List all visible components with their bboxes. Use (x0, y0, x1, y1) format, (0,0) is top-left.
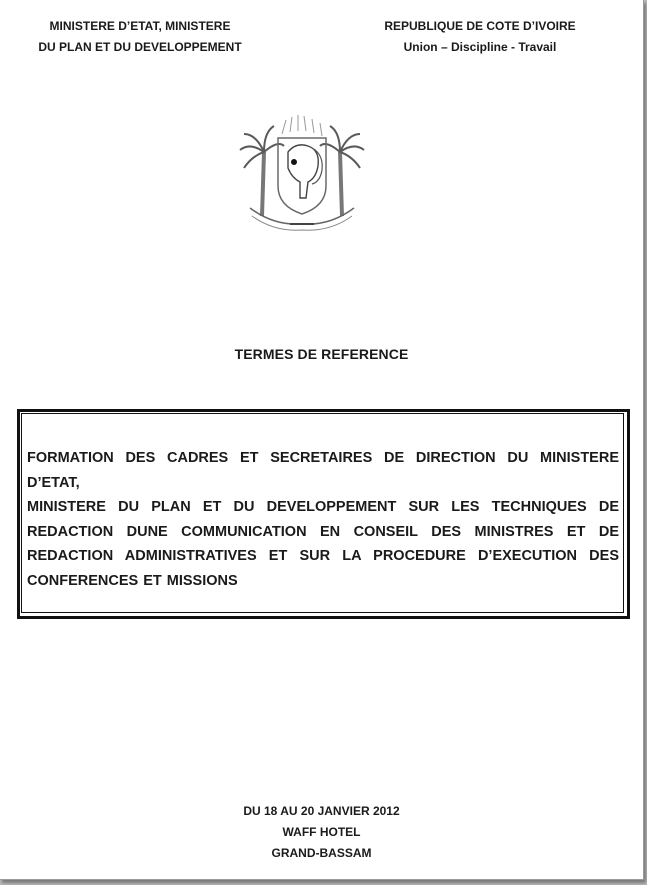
training-title-line: REDACTION DUNE COMMUNICATION EN CONSEIL DES MINISTRES ET DE (27, 523, 619, 540)
training-title-line: REDACTION ADMINISTRATIVES ET SUR LA PROCEDURE D’EXECUTION DES (27, 548, 619, 564)
republic-motto: Union – Discipline - Travail (403, 40, 557, 54)
ministry-line-2: DU PLAN ET DU DEVELOPPEMENT (38, 40, 242, 54)
event-city: GRAND-BASSAM (271, 846, 372, 860)
training-title-line: MINISTERE DU PLAN ET DU DEVELOPPEMENT SUR LES TECHNIQUES DE (27, 499, 619, 515)
ministry-header (20, 16, 260, 58)
training-title-line: CONFERENCES ET MISSIONS (27, 572, 238, 589)
document-title: TERMES DE REFERENCE (234, 346, 409, 362)
training-title (27, 446, 619, 593)
training-title-line: FORMATION DES CADRES ET SECRETAIRES DE DIRECTION DU MINISTERE D’ETAT, (27, 450, 619, 491)
republic-header (360, 16, 600, 58)
cote-divoire-coat-of-arms-icon (234, 112, 370, 232)
ministry-line-1: MINISTERE D’ETAT, MINISTERE (49, 19, 231, 33)
event-details (0, 801, 643, 864)
event-venue: WAFF HOTEL (282, 825, 361, 839)
republic-line-1: REPUBLIQUE DE COTE D’IVOIRE (384, 19, 576, 33)
event-dates: DU 18 AU 20 JANVIER 2012 (243, 804, 400, 818)
